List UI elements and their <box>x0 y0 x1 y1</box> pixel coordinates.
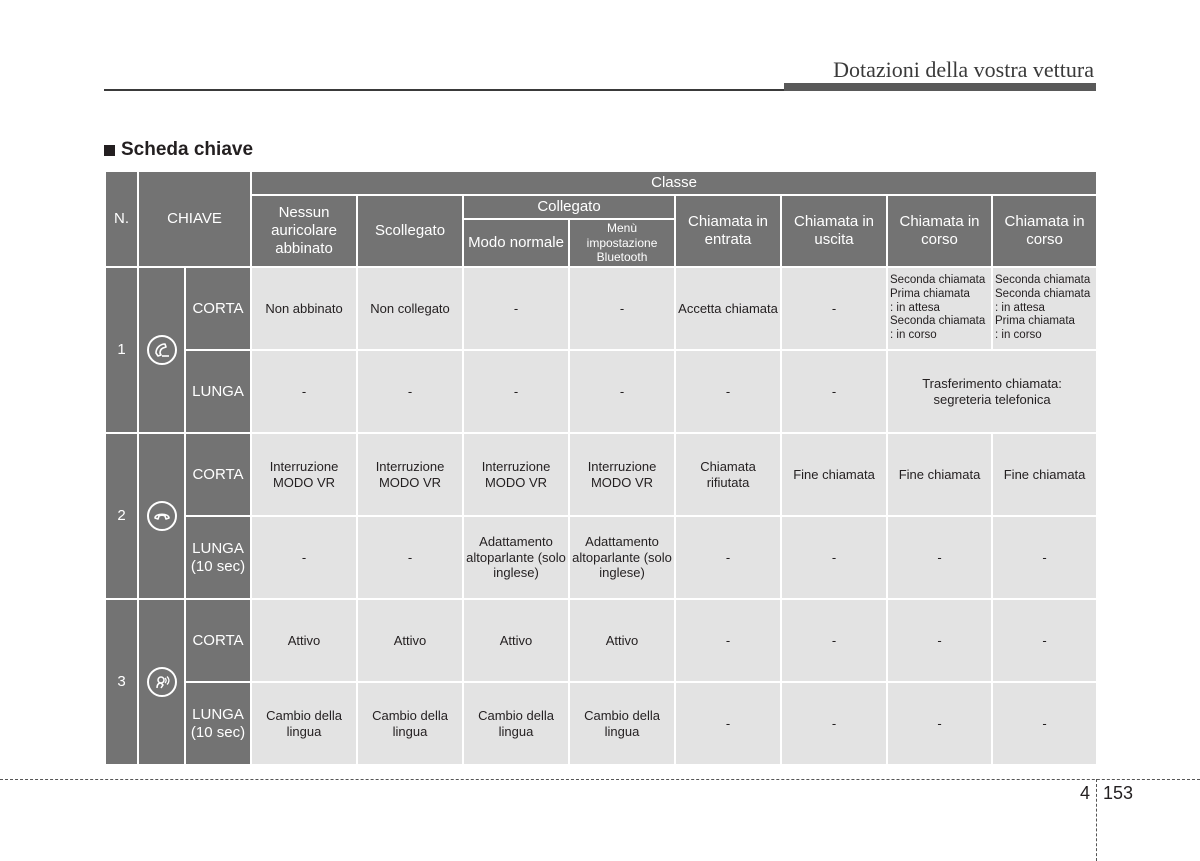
table-cell: Attivo <box>251 599 357 682</box>
cell-line: Prima chiamata <box>995 315 1075 328</box>
table-cell-call-in-progress <box>887 267 992 350</box>
cell-line: Seconda chiamata <box>890 274 986 286</box>
table-cell: Adattamento altoparlante (solo inglese) <box>569 516 675 599</box>
table-cell: - <box>781 267 887 350</box>
header-n: N. <box>105 171 138 267</box>
table-cell: - <box>463 267 569 350</box>
press-type-label: LUNGA <box>185 350 251 433</box>
row-number: 1 <box>105 267 138 433</box>
cell-line: Prima chiamata <box>890 287 970 300</box>
table-cell: - <box>675 682 781 765</box>
table-cell: - <box>357 350 463 433</box>
table-cell: Interruzione MODO VR <box>463 433 569 516</box>
header-rule-accent <box>784 83 1096 91</box>
key-icon-cell <box>138 433 185 599</box>
phone-hangup-icon <box>147 501 177 531</box>
table-cell: Chiamata rifiutata <box>675 433 781 516</box>
header-modo-normale: Modo normale <box>463 219 569 267</box>
row-number: 3 <box>105 599 138 765</box>
table-cell: Attivo <box>463 599 569 682</box>
header-classe: Classe <box>251 171 1097 195</box>
table-cell: Interruzione MODO VR <box>357 433 463 516</box>
cell-line: Seconda chiamata <box>995 274 1091 286</box>
table-cell: - <box>992 682 1097 765</box>
cell-line: : in corso <box>890 329 937 342</box>
table-cell: - <box>887 516 992 599</box>
table-cell: - <box>887 682 992 765</box>
table-cell: - <box>781 599 887 682</box>
table-cell: Fine chiamata <box>992 433 1097 516</box>
header-nessun-auricolare: Nessun auricolare abbinato <box>251 195 357 267</box>
press-type-label: CORTA <box>185 433 251 516</box>
cell-line: : in attesa <box>890 301 940 314</box>
table-cell: Non abbinato <box>251 267 357 350</box>
voice-recognition-icon <box>147 667 177 697</box>
table-cell: Interruzione MODO VR <box>251 433 357 516</box>
press-type-label: CORTA <box>185 267 251 350</box>
cell-line: : in attesa <box>995 301 1045 314</box>
table-cell: - <box>992 516 1097 599</box>
table-cell: Attivo <box>357 599 463 682</box>
table-cell: - <box>781 350 887 433</box>
table-cell: Adattamento altoparlante (solo inglese) <box>463 516 569 599</box>
table-cell: - <box>992 599 1097 682</box>
header-rule <box>104 89 784 91</box>
page-number: 153 <box>1103 783 1134 803</box>
header-chiamata-entrata: Chiamata in entrata <box>675 195 781 267</box>
header-collegato: Collegato <box>463 195 675 219</box>
table-cell: Accetta chiamata <box>675 267 781 350</box>
press-type-label: LUNGA (10 sec) <box>185 516 251 599</box>
cell-line: Seconda chiamata <box>995 287 1091 300</box>
footer-vertical-divider <box>1096 779 1097 861</box>
header-chiamata-corso-1: Chiamata in corso <box>887 195 992 267</box>
table-cell: - <box>251 516 357 599</box>
section-title <box>104 139 253 161</box>
key-icon-cell <box>138 599 185 765</box>
press-type-label: LUNGA (10 sec) <box>185 682 251 765</box>
page-header-title: Dotazioni della vostra vettura <box>833 57 1094 82</box>
table-cell: - <box>675 350 781 433</box>
table-cell: - <box>675 599 781 682</box>
press-type-label: CORTA <box>185 599 251 682</box>
table-cell: - <box>569 267 675 350</box>
key-icon-cell <box>138 267 185 433</box>
table-cell-merged: Trasferimento chiamata: segreteria telefonica <box>887 350 1097 433</box>
table-cell: - <box>675 516 781 599</box>
table-cell: Cambio della lingua <box>463 682 569 765</box>
square-bullet-icon <box>104 145 115 156</box>
cell-line: Seconda chiamata <box>890 315 986 328</box>
table-cell: - <box>569 350 675 433</box>
table-cell: Attivo <box>569 599 675 682</box>
table-cell: - <box>357 516 463 599</box>
phone-answer-icon <box>147 335 177 365</box>
table-cell: Interruzione MODO VR <box>569 433 675 516</box>
table-cell: Cambio della lingua <box>569 682 675 765</box>
table-cell: - <box>781 516 887 599</box>
table-cell: - <box>781 682 887 765</box>
row-number: 2 <box>105 433 138 599</box>
footer-divider <box>0 779 1200 780</box>
table-cell: Fine chiamata <box>781 433 887 516</box>
table-cell-call-in-progress <box>992 267 1097 350</box>
section-title-text: Scheda chiave <box>121 139 254 160</box>
key-function-table <box>104 170 1098 766</box>
cell-line: : in corso <box>995 329 1042 342</box>
table-cell: - <box>251 350 357 433</box>
table-cell: - <box>463 350 569 433</box>
table-cell: Cambio della lingua <box>251 682 357 765</box>
chapter-number: 4 <box>1080 783 1091 803</box>
header-chiave: CHIAVE <box>138 171 251 267</box>
header-scollegato: Scollegato <box>357 195 463 267</box>
table-cell: Fine chiamata <box>887 433 992 516</box>
header-chiamata-uscita: Chiamata in uscita <box>781 195 887 267</box>
header-chiamata-corso-2: Chiamata in corso <box>992 195 1097 267</box>
table-cell: - <box>887 599 992 682</box>
header-menu-bluetooth: Menù impostazione Bluetooth <box>569 219 675 267</box>
table-cell: Non collegato <box>357 267 463 350</box>
table-cell: Cambio della lingua <box>357 682 463 765</box>
